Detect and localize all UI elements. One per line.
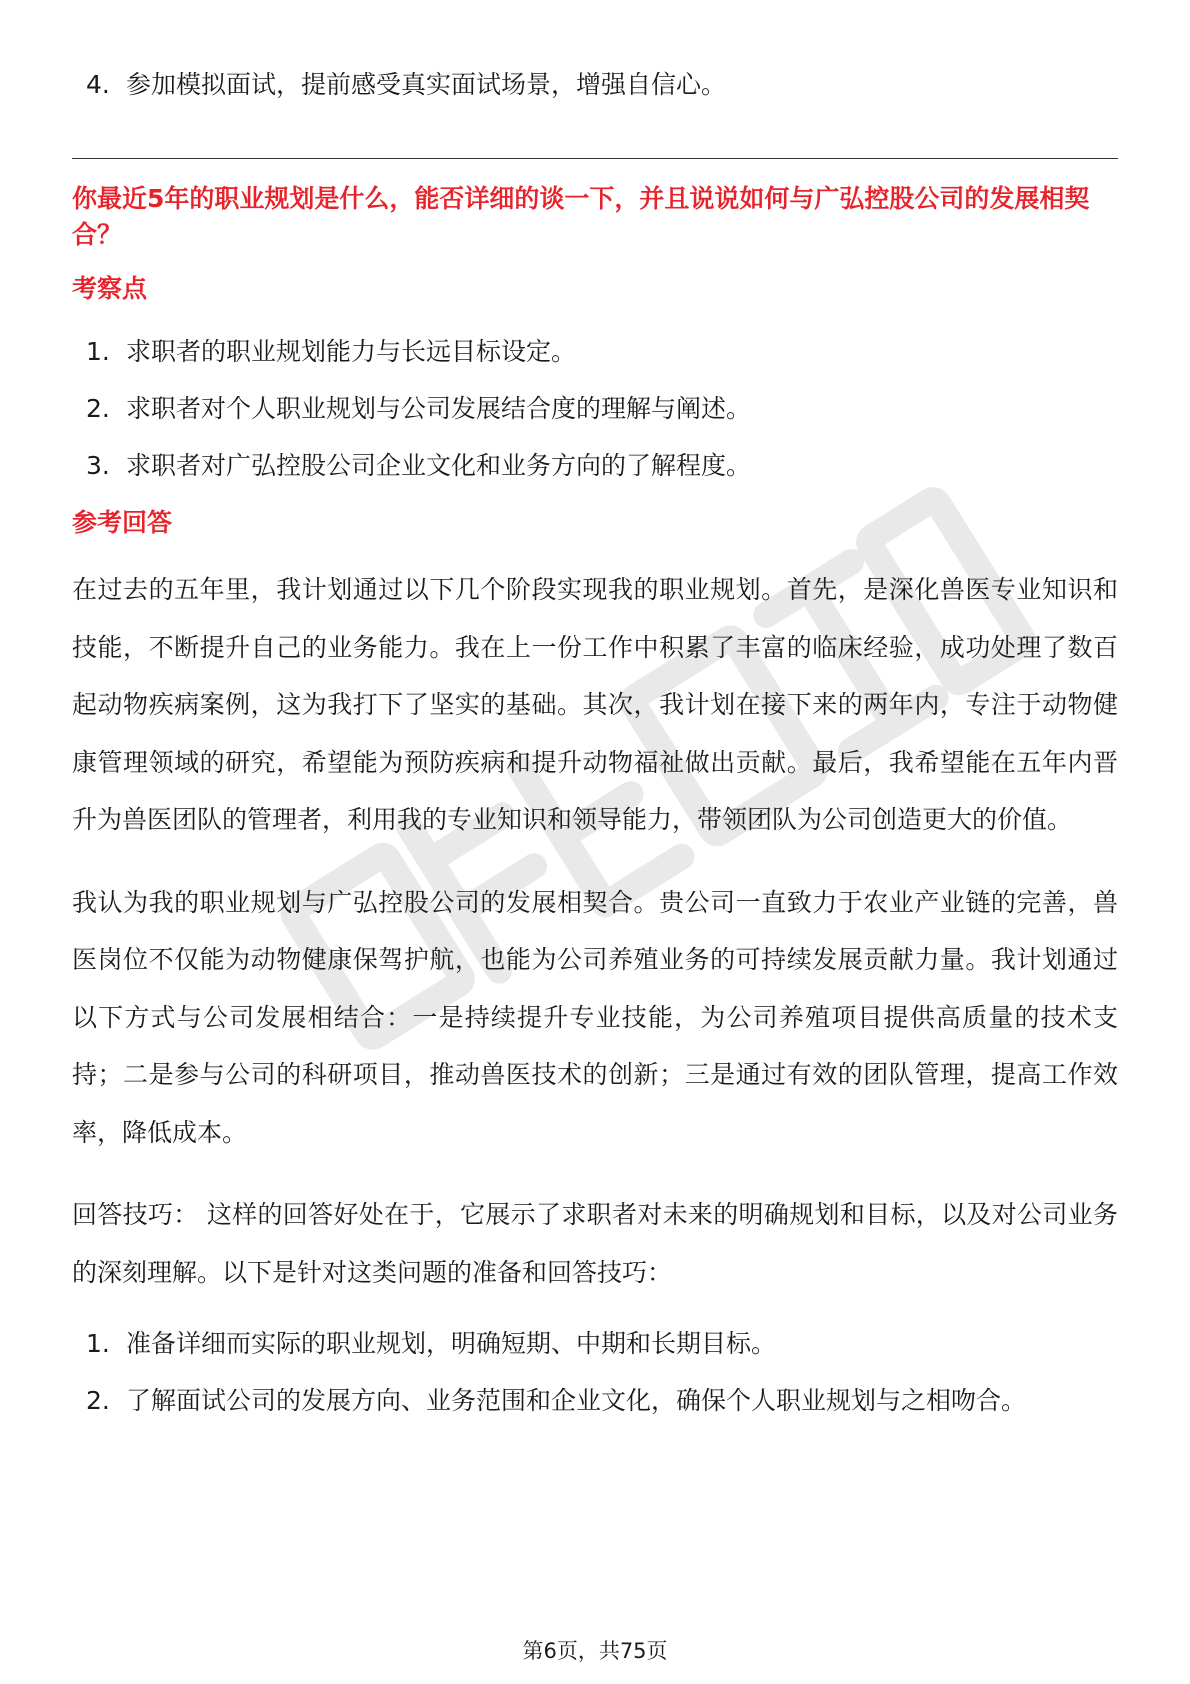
list-number: 3. xyxy=(86,451,110,480)
list-item xyxy=(72,1376,1118,1426)
answer-tips-intro: 回答技巧： 这样的回答好处在于，它展示了求职者对未来的明确规划和目标，以及对公司业务的深刻理解。以下是针对这类问题的准备和回答技巧： xyxy=(72,1200,1118,1287)
reference-answer-heading: 参考回答 xyxy=(72,508,173,537)
list-item xyxy=(72,327,1118,377)
top-list xyxy=(72,60,1118,110)
answer-paragraph: 我认为我的职业规划与广弘控股公司的发展相契合。贵公司一直致力于农业产业链的完善，兽医岗位不仅能为动物健康保驾护航，也能为公司养殖业务的可持续发展贡献力量。我计划通过以下方式与公司发展相结合：一是持续提升专业技能，为公司养殖项目提供高质量的技术支持；二是参与公司的科研项目，推动兽医技术的创新；三是通过有效的团队管理，提高工作效率，降低成本。 xyxy=(72,887,1118,1147)
answer-paragraph: 在过去的五年里，我计划通过以下几个阶段实现我的职业规划。首先，是深化兽医专业知识和技能，不断提升自己的业务能力。我在上一份工作中积累了丰富的临床经验，成功处理了数百起动物疾病案例，这为我打下了坚实的基础。其次，我计划在接下来的两年内，专注于动物健康管理领域的研究，希望能为预防疾病和提升动物福祉做出贡献。最后，我希望能在五年内晋升为兽医团队的管理者，利用我的专业知识和领导能力，带领团队为公司创造更大的价值。 xyxy=(72,575,1118,834)
page-footer xyxy=(0,1636,1190,1666)
key-points-heading: 考察点 xyxy=(72,274,148,303)
document-page xyxy=(72,60,1118,1433)
key-points-list xyxy=(72,327,1118,491)
list-number: 1. xyxy=(86,337,110,366)
list-item xyxy=(72,384,1118,434)
section-divider xyxy=(72,158,1118,159)
list-number: 2. xyxy=(86,1386,110,1415)
list-number: 2. xyxy=(86,394,110,423)
list-item-text: 求职者的职业规划能力与长远目标设定。 xyxy=(126,337,577,366)
list-item-text: 求职者对个人职业规划与公司发展结合度的理解与阐述。 xyxy=(126,394,752,423)
list-item xyxy=(72,441,1118,491)
list-item xyxy=(72,1319,1118,1369)
list-number: 1. xyxy=(86,1329,110,1358)
list-item-text: 参加模拟面试，提前感受真实面试场景，增强自信心。 xyxy=(126,70,727,99)
list-item xyxy=(72,60,1118,110)
tips-list xyxy=(72,1319,1118,1426)
list-item-text: 了解面试公司的发展方向、业务范围和企业文化，确保个人职业规划与之相吻合。 xyxy=(126,1386,1027,1415)
list-item-text: 准备详细而实际的职业规划，明确短期、中期和长期目标。 xyxy=(126,1329,777,1358)
page-number: 第6页，共75页 xyxy=(522,1639,668,1663)
list-item-text: 求职者对广弘控股公司企业文化和业务方向的了解程度。 xyxy=(126,451,752,480)
list-number: 4. xyxy=(86,70,110,99)
interview-question: 你最近5年的职业规划是什么，能否详细的谈一下，并且说说如何与广弘控股公司的发展相契合？ xyxy=(72,184,1090,249)
